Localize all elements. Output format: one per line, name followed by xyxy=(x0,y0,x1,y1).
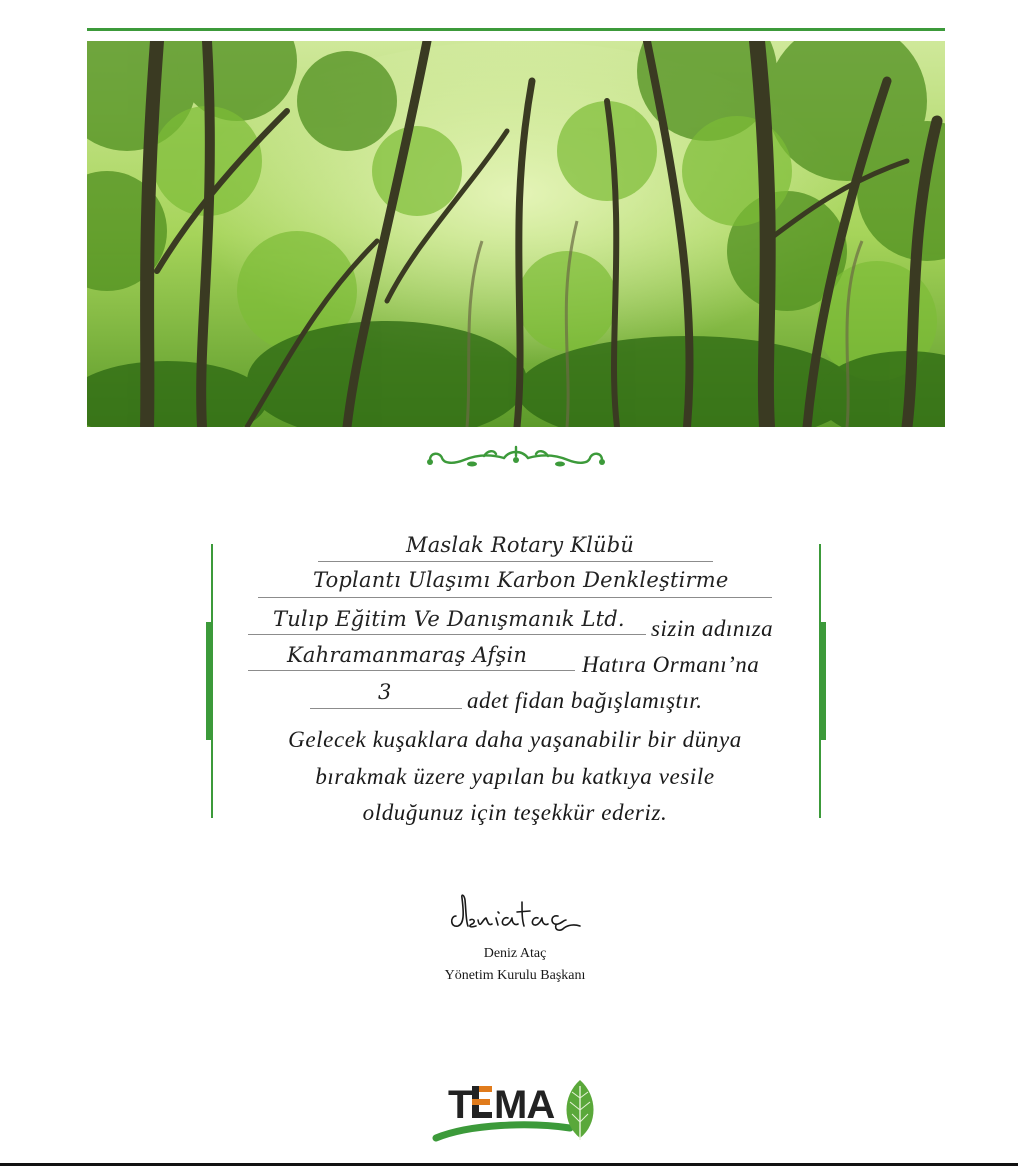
count-suffix: adet fidan bağışlamıştır. xyxy=(467,688,703,713)
svg-text:T: T xyxy=(448,1083,472,1127)
sapling-count: 3 xyxy=(378,680,392,704)
signer-name: Deniz Ataç xyxy=(483,946,547,961)
forest-suffix: Hatıra Ormanı’na xyxy=(582,652,760,677)
signature-image xyxy=(446,892,586,938)
count-underline xyxy=(310,708,462,709)
signer-title: Yönetim Kurulu Başkanı xyxy=(444,968,586,983)
forest-photo xyxy=(87,41,945,427)
thanks-line-1: Gelecek kuşaklara daha yaşanabilir bir dünya xyxy=(288,727,742,752)
thanks-line-2: bırakmak üzere yapılan bu katkıya vesile xyxy=(315,764,715,789)
thanks-line-3: olduğunuz için teşekkür ederiz. xyxy=(362,800,668,825)
right-frame-accent xyxy=(820,622,826,740)
location-underline xyxy=(248,670,575,671)
forest-location: Kahramanmaraş Afşin xyxy=(287,643,528,667)
left-frame-accent xyxy=(206,622,212,740)
on-behalf-suffix: sizin adınıza xyxy=(651,616,774,641)
on-behalf-name: Tulıp Eğitim Ve Danışmanık Ltd. xyxy=(273,607,625,631)
donor-underline xyxy=(318,561,713,562)
donor-name: Maslak Rotary Klübü xyxy=(406,533,635,557)
flourish-ornament xyxy=(424,444,608,472)
svg-text:MA: MA xyxy=(494,1083,555,1127)
occasion-text: Toplantı Ulaşımı Karbon Denkleştirme xyxy=(313,568,729,592)
tema-logo xyxy=(430,1074,606,1146)
top-green-rule xyxy=(87,28,945,31)
occasion-underline xyxy=(258,597,772,598)
on-behalf-underline xyxy=(248,634,646,635)
